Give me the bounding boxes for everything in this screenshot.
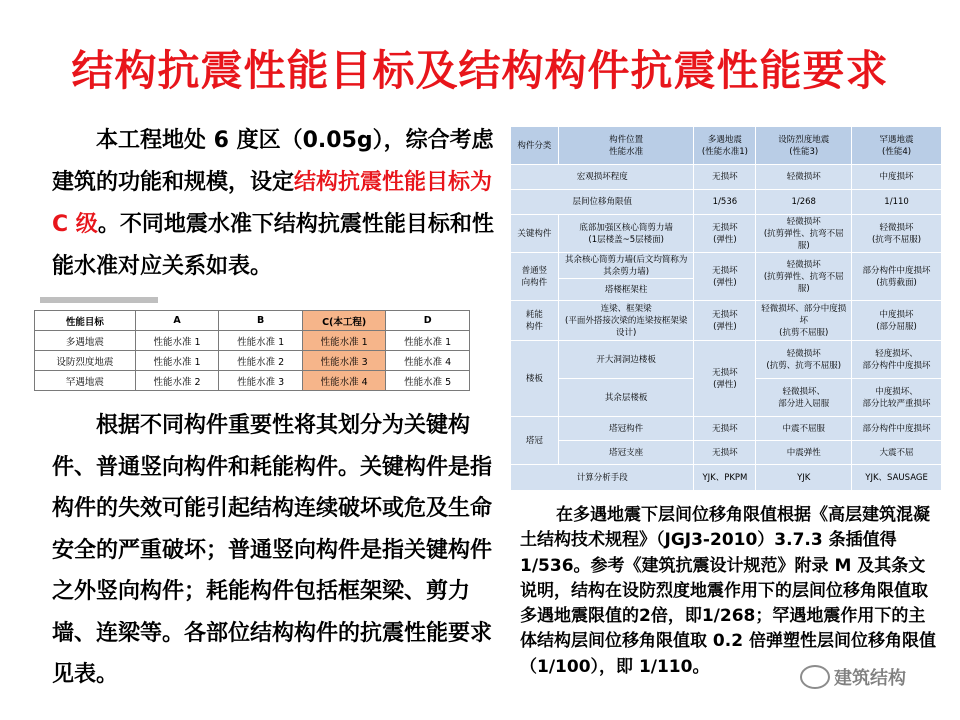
table-cell: 性能水准 1 xyxy=(135,351,219,371)
table-cell: 开大洞洞边楼板 xyxy=(558,341,694,379)
table-cell: 轻微损坏 (抗弯不屈服) xyxy=(852,215,942,253)
drift-text: 在多遇地震下层间位移角限值根据《高层建筑混凝土结构技术规程》（JGJ3-2010）3.7.3 条插值得 1/536。参考《建筑抗震设计规范》附录 M 及其条文说明，结构在设防烈度地震作用下的层间位移角限值取多遇地震限值的2倍，即1/268；罕遇地震作用下的主体结构层间位移角限值取 0.2 倍弹塑性层间位移角限值（1/100），即 1/110。 xyxy=(520,505,936,677)
intro-paragraph xyxy=(52,120,500,288)
table-cell: YJK、PKPM xyxy=(694,465,756,491)
header-cell: 构件分类 xyxy=(511,127,559,165)
table-cell: 无损坏 (弹性) xyxy=(694,341,756,417)
intro-highlight: 结构抗震性能目标为 C 级 xyxy=(52,170,493,237)
table-cell: 性能水准 1 xyxy=(219,331,303,351)
table-cell: 无损坏 (弹性) xyxy=(694,215,756,253)
table-caption-blurred xyxy=(40,297,158,303)
table-row xyxy=(511,301,942,341)
table-cell: 中度损坏 (部分屈服) xyxy=(852,301,942,341)
table-cell: 无损坏 (弹性) xyxy=(694,301,756,341)
table-cell: 性能水准 4 xyxy=(386,351,470,371)
table-cell: 中震弹性 xyxy=(756,441,852,465)
component-requirement-table xyxy=(510,126,942,491)
table-cell: 连梁、框架梁 (平面外搭接次梁的连梁按框架梁设计) xyxy=(558,301,694,341)
table-cell: 中震不屈服 xyxy=(756,417,852,441)
header-cell: 多遇地震 (性能水准1) xyxy=(694,127,756,165)
table-cell: 塔冠支座 xyxy=(558,441,694,465)
table-cell: 性能水准 1 xyxy=(135,331,219,351)
table-cell: 轻微损坏、 部分进入屈服 xyxy=(756,379,852,417)
table-row xyxy=(511,215,942,253)
header-cell: 罕遇地震 (性能4) xyxy=(852,127,942,165)
header-cell: C(本工程) xyxy=(302,311,386,331)
table-row xyxy=(511,465,942,491)
table-row xyxy=(35,351,470,371)
table-row xyxy=(35,371,470,391)
table-cell: 关键构件 xyxy=(511,215,559,253)
intro-text-a: 本工程地处 6 度区（0.05g），综合考虑建筑的功能和规模，设定 xyxy=(52,128,494,195)
header-cell: A xyxy=(135,311,219,331)
table-cell: 轻微损坏、部分中度损坏 (抗剪不屈服) xyxy=(756,301,852,341)
table-cell: YJK xyxy=(756,465,852,491)
drift-paragraph xyxy=(520,503,940,680)
table-cell: 性能水准 3 xyxy=(219,371,303,391)
table-cell: 塔冠 xyxy=(511,417,559,465)
table-cell: 部分构件中度损坏 xyxy=(852,417,942,441)
table-row xyxy=(511,417,942,441)
table-cell: 性能水准 5 xyxy=(386,371,470,391)
table-row xyxy=(511,190,942,215)
table-cell: 计算分析手段 xyxy=(511,465,694,491)
table-cell: 无损坏 (弹性) xyxy=(694,253,756,301)
table-cell: 1/536 xyxy=(694,190,756,215)
header-cell: 性能目标 xyxy=(35,311,136,331)
table-cell: 其余层楼板 xyxy=(558,379,694,417)
performance-target-table xyxy=(34,310,470,391)
table-cell: 塔冠构件 xyxy=(558,417,694,441)
table-row xyxy=(511,253,942,279)
table-cell: 宏观损坏程度 xyxy=(511,165,694,190)
table-cell: 无损坏 xyxy=(694,417,756,441)
table-row xyxy=(511,441,942,465)
table-cell: 大震不屈 xyxy=(852,441,942,465)
table-cell: 轻微损坏 (抗剪、抗弯不屈服) xyxy=(756,341,852,379)
header-cell: 设防烈度地震 (性能3) xyxy=(756,127,852,165)
component-paragraph xyxy=(52,405,500,696)
wechat-icon xyxy=(800,665,830,689)
header-cell: D xyxy=(386,311,470,331)
table-cell: 中度损坏 xyxy=(852,165,942,190)
component-text: 根据不同构件重要性将其划分为关键构件、普通竖向构件和耗能构件。关键构件是指构件的失效可能引起结构连续破坏或危及生命安全的严重破坏；普通竖向构件是指关键构件之外竖向构件；耗能构件包括框架梁、剪力墙、连梁等。各部位结构构件的抗震性能要求见表。 xyxy=(52,413,493,687)
table-cell: 性能水准 3 xyxy=(302,351,386,371)
table-cell: 性能水准 1 xyxy=(302,331,386,351)
table-header-row xyxy=(511,127,942,165)
table-row xyxy=(511,341,942,379)
table-cell: 无损坏 xyxy=(694,441,756,465)
table-cell: 性能水准 2 xyxy=(219,351,303,371)
table-cell: 多遇地震 xyxy=(35,331,136,351)
header-cell: B xyxy=(219,311,303,331)
table-cell: 底部加强区核心筒剪力墙 (1层楼盖~5层楼面) xyxy=(558,215,694,253)
table-cell: 轻微损坏 (抗剪弹性、抗弯不屈服) xyxy=(756,215,852,253)
table-header-row xyxy=(35,311,470,331)
table-cell: 性能水准 2 xyxy=(135,371,219,391)
header-cell: 构件位置 性能水准 xyxy=(558,127,694,165)
table-cell: 1/268 xyxy=(756,190,852,215)
watermark xyxy=(800,664,906,691)
table-cell: 部分构件中度损坏 (抗剪截面) xyxy=(852,253,942,301)
table-cell: 轻微损坏 xyxy=(756,165,852,190)
table-cell: 其余核心筒剪力墙(后文均简称为其余剪力墙) xyxy=(558,253,694,279)
table-cell: 罕遇地震 xyxy=(35,371,136,391)
table-cell: 塔楼框架柱 xyxy=(558,279,694,301)
table-row xyxy=(35,331,470,351)
table-cell: YJK、SAUSAGE xyxy=(852,465,942,491)
watermark-text: 建筑结构 xyxy=(834,668,906,689)
table-row xyxy=(511,165,942,190)
table-cell: 耗能 构件 xyxy=(511,301,559,341)
table-cell: 普通竖 向构件 xyxy=(511,253,559,301)
table-cell: 层间位移角限值 xyxy=(511,190,694,215)
table-cell: 轻微损坏 (抗剪弹性、抗弯不屈服) xyxy=(756,253,852,301)
page-title: 结构抗震性能目标及结构构件抗震性能要求 xyxy=(71,46,889,95)
table-cell: 轻度损坏、 部分构件中度损坏 xyxy=(852,341,942,379)
table-cell: 无损坏 xyxy=(694,165,756,190)
intro-text-b: 。不同地震水准下结构抗震性能目标和性能水准对应关系如表。 xyxy=(52,212,494,279)
table-cell: 设防烈度地震 xyxy=(35,351,136,371)
table-cell: 中度损坏、 部分比较严重损坏 xyxy=(852,379,942,417)
table-cell: 性能水准 4 xyxy=(302,371,386,391)
table-cell: 性能水准 1 xyxy=(386,331,470,351)
table-cell: 楼板 xyxy=(511,341,559,417)
table-cell: 1/110 xyxy=(852,190,942,215)
